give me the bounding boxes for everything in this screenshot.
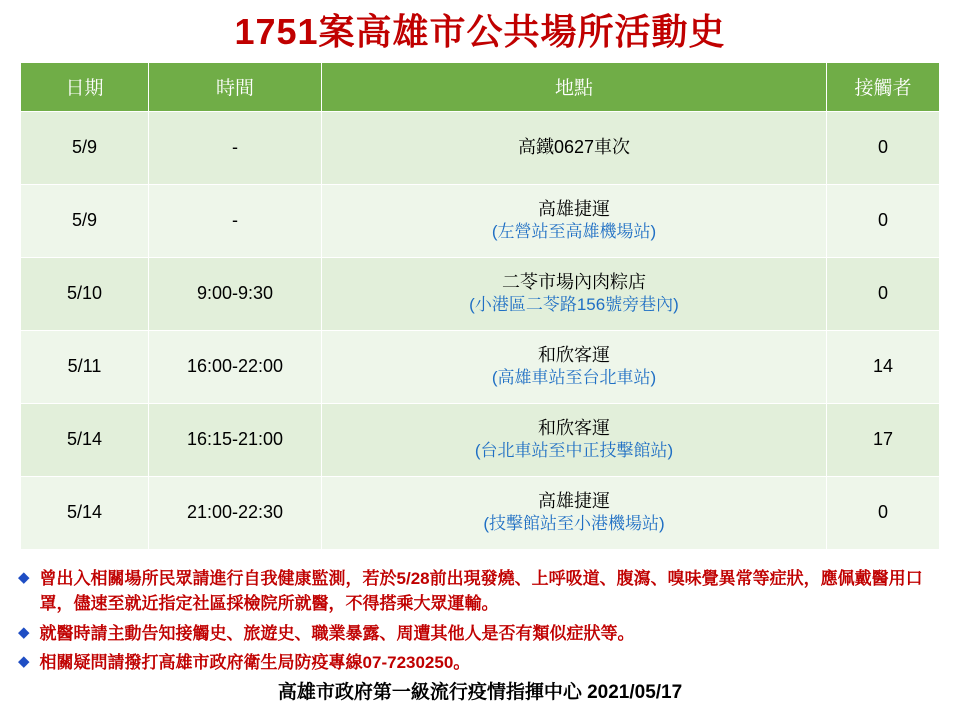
column-header-date: 日期 <box>21 62 149 111</box>
column-header-contacts: 接觸者 <box>827 62 940 111</box>
diamond-bullet-icon: ◆ <box>18 653 30 671</box>
note-item <box>18 621 942 647</box>
cell-contacts: 0 <box>827 257 940 330</box>
cell-date: 5/14 <box>21 476 149 549</box>
place-main-text: 和欣客運 <box>538 417 610 438</box>
cell-place <box>322 330 827 403</box>
table-row <box>21 403 940 476</box>
place-sub-text: (小港區二苓路156號旁巷內) <box>469 295 679 315</box>
cell-time: - <box>149 111 322 184</box>
place-main-text: 二苓市場內肉粽店 <box>502 271 646 292</box>
table-head <box>21 62 940 111</box>
activity-history-table <box>20 62 940 550</box>
cell-contacts: 0 <box>827 111 940 184</box>
place-sub-text: (高雄車站至台北車站) <box>491 368 657 388</box>
cell-date: 5/14 <box>21 403 149 476</box>
diamond-bullet-icon: ◆ <box>18 568 30 586</box>
cell-time: 16:00-22:00 <box>149 330 322 403</box>
note-text: 就醫時請主動告知接觸史、旅遊史、職業暴露、周遭其他人是否有類似症狀等。 <box>39 623 635 643</box>
cell-place <box>322 111 827 184</box>
place-main-text: 高鐵0627車次 <box>517 137 631 158</box>
cell-date: 5/9 <box>21 111 149 184</box>
place-main-text: 高雄捷運 <box>538 198 610 219</box>
cell-place <box>322 257 827 330</box>
notes-list <box>18 566 942 676</box>
footer-text: 高雄市政府第一級流行疫情指揮中心 2021/05/17 <box>277 682 683 703</box>
place-main-text: 高雄捷運 <box>538 490 610 511</box>
cell-contacts: 0 <box>827 184 940 257</box>
cell-place <box>322 184 827 257</box>
cell-place <box>322 403 827 476</box>
table-row <box>21 476 940 549</box>
cell-date: 5/10 <box>21 257 149 330</box>
cell-time: 9:00-9:30 <box>149 257 322 330</box>
cell-date: 5/11 <box>21 330 149 403</box>
place-main-text: 和欣客運 <box>538 344 610 365</box>
diamond-bullet-icon: ◆ <box>18 623 30 641</box>
note-item <box>18 566 942 617</box>
note-text: 相關疑問請撥打高雄市政府衛生局防疫專線07-7230250。 <box>39 653 471 673</box>
page-title: 1751案高雄市公共場所活動史 <box>234 11 726 52</box>
place-sub-text: (左營站至高雄機場站) <box>491 222 657 242</box>
column-header-time: 時間 <box>149 62 322 111</box>
cell-time: - <box>149 184 322 257</box>
cell-date: 5/9 <box>21 184 149 257</box>
cell-time: 16:15-21:00 <box>149 403 322 476</box>
table-row <box>21 111 940 184</box>
table-body <box>21 111 940 549</box>
table-row <box>21 330 940 403</box>
table-row <box>21 184 940 257</box>
cell-contacts: 0 <box>827 476 940 549</box>
cell-contacts: 14 <box>827 330 940 403</box>
place-sub-text: (技擊館站至小港機場站) <box>483 514 665 534</box>
cell-contacts: 17 <box>827 403 940 476</box>
cell-time: 21:00-22:30 <box>149 476 322 549</box>
column-header-place: 地點 <box>322 62 827 111</box>
note-item <box>18 650 942 676</box>
table-header-row <box>21 62 940 111</box>
table-row <box>21 257 940 330</box>
note-text: 曾出入相關場所民眾請進行自我健康監測，若於5/28前出現發燒、上呼吸道、腹瀉、嗅味覺異常等症狀，應佩戴醫用口罩，儘速至就近指定社區採檢院所就醫，不得搭乘大眾運輸。 <box>39 568 923 614</box>
place-sub-text: (台北車站至中正技擊館站) <box>474 441 674 461</box>
cell-place <box>322 476 827 549</box>
